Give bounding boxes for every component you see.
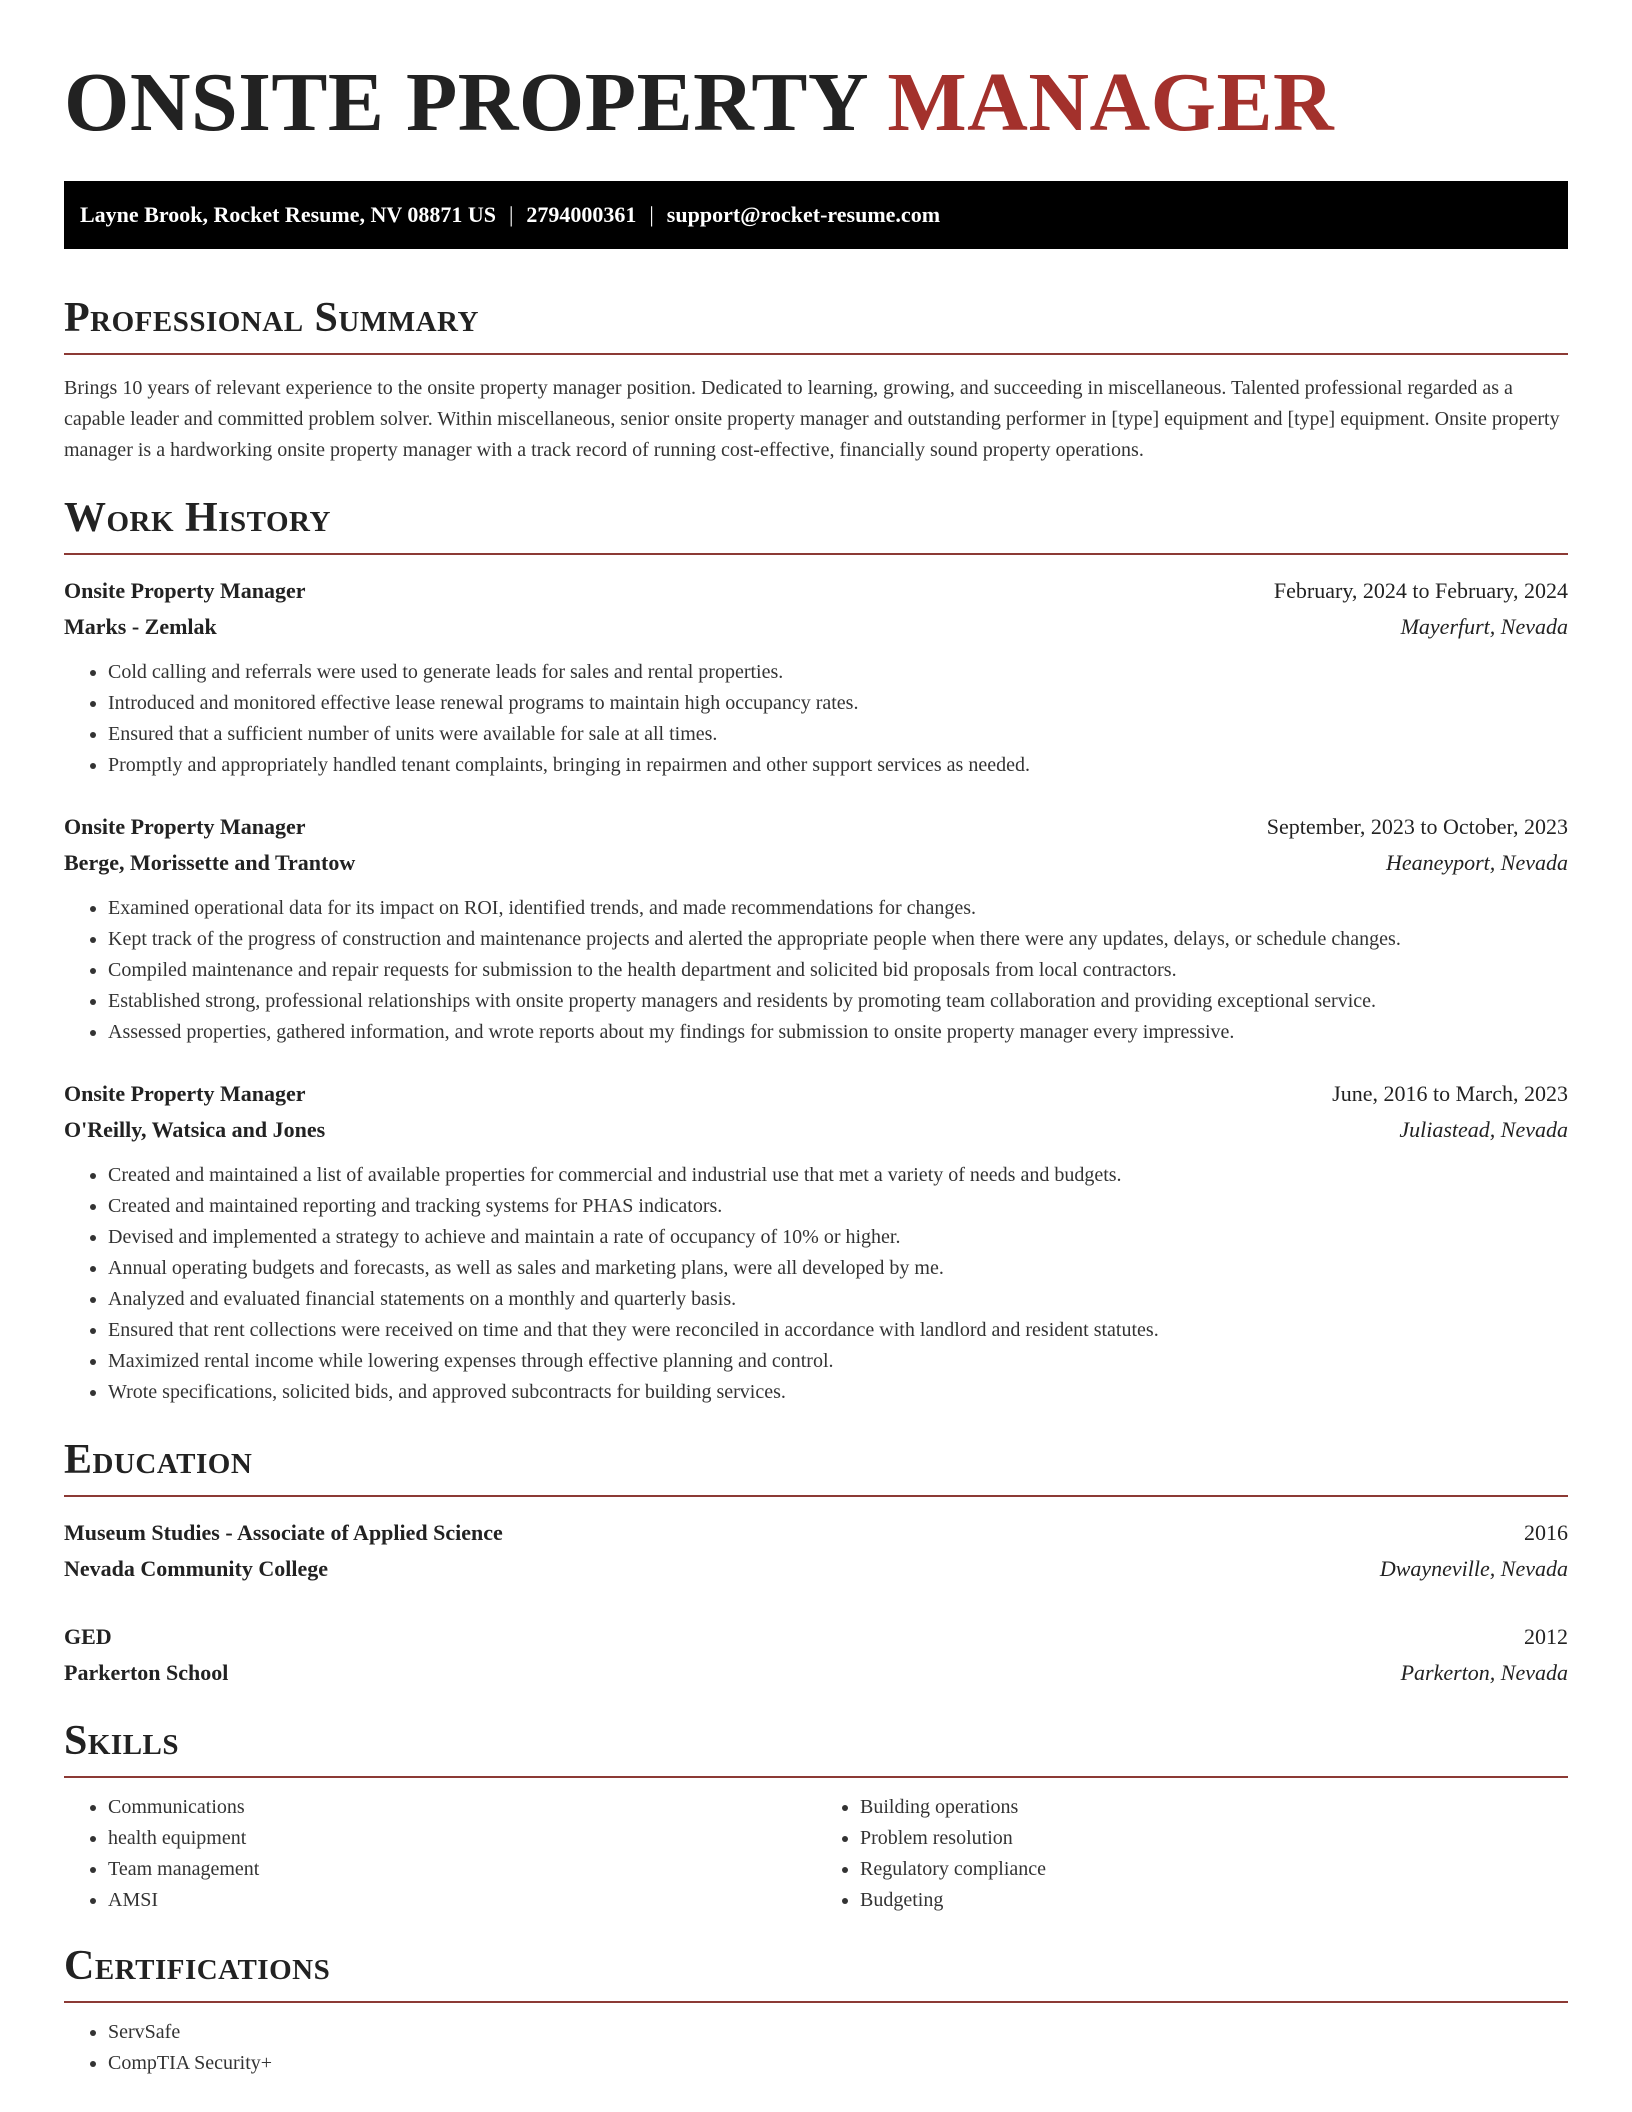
job-subheader: [64, 609, 1568, 645]
job-entry: [64, 809, 1568, 1048]
list-item: • Team management: [108, 1854, 816, 1885]
education-header: [64, 1619, 1568, 1655]
list-item: • Ensured that rent collections were received on time and that they were reconciled in accordance with landlord and resident statutes.: [108, 1315, 1568, 1346]
certifications-list: [64, 2017, 1568, 2079]
skills-list-left: [64, 1792, 816, 1916]
section-heading: Certifications: [64, 1943, 331, 1989]
education-header: [64, 1515, 1568, 1551]
list-item: • Devised and implemented a strategy to achieve and maintain a rate of occupancy of 10% or higher.: [108, 1222, 1568, 1253]
list-item: • CompTIA Security+: [108, 2048, 1568, 2079]
job-entry: [64, 1076, 1568, 1408]
list-item: • health equipment: [108, 1823, 816, 1854]
job-dates: June, 2016 to March, 2023: [1332, 1081, 1568, 1106]
list-item: • Annual operating budgets and forecasts, as well as sales and marketing plans, were all developed by me.: [108, 1253, 1568, 1284]
job-location: Heaneyport, Nevada: [1385, 850, 1568, 875]
job-title: Onsite Property Manager: [64, 814, 306, 839]
education-section: [64, 1436, 1568, 1691]
job-bullets: [64, 893, 1568, 1048]
job-dates: February, 2024 to February, 2024: [1273, 578, 1568, 603]
list-item: • Kept track of the progress of construction and maintenance projects and alerted the appropriate people when there were any updates, delays, or schedule changes.: [108, 924, 1568, 955]
list-item: • Problem resolution: [860, 1823, 1568, 1854]
list-item: • Analyzed and evaluated financial statements on a monthly and quarterly basis.: [108, 1284, 1568, 1315]
list-item: • Compiled maintenance and repair requests for submission to the health department and solicited bid proposals from local contractors.: [108, 955, 1568, 986]
section-heading: Work History: [64, 495, 331, 541]
list-item: • Created and maintained reporting and tracking systems for PHAS indicators.: [108, 1191, 1568, 1222]
contact-email: support@rocket-resume.com: [666, 202, 941, 227]
list-item: • Budgeting: [860, 1885, 1568, 1916]
job-dates: September, 2023 to October, 2023: [1266, 814, 1568, 839]
section-divider: [64, 2001, 1568, 2003]
summary-section: [64, 294, 1568, 466]
job-company: Berge, Morissette and Trantow: [64, 850, 356, 875]
list-item: • Ensured that a sufficient number of units were available for sale at all times.: [108, 719, 1568, 750]
list-item: • Introduced and monitored effective lease renewal programs to maintain high occupancy rates.: [108, 688, 1568, 719]
list-item: • Established strong, professional relationships with onsite property managers and residents by promoting team collaboration and providing exceptional service.: [108, 986, 1568, 1017]
summary-text: Brings 10 years of relevant experience to the onsite property manager position. Dedicated to learning, growing, and succeeding in miscellaneous. Talented professional regarded as a capable leader and committed problem solver. Within miscellaneous, senior onsite property manager and outstanding performer in [type] equipment and [type] equipment. Onsite property manager is a hardworking onsite property manager with a track record of running cost-effective, financially sound property operations.: [64, 377, 1560, 461]
education-location: Parkerton, Nevada: [1400, 1660, 1568, 1685]
section-divider: [64, 1776, 1568, 1778]
job-company: O'Reilly, Watsica and Jones: [64, 1117, 326, 1142]
education-subheader: [64, 1655, 1568, 1691]
list-item: • AMSI: [108, 1885, 816, 1916]
contact-address: Layne Brook, Rocket Resume, NV 08871 US: [80, 202, 496, 227]
contact-bar: [64, 181, 1568, 249]
list-item: • ServSafe: [108, 2017, 1568, 2048]
education-year: 2012: [1524, 1624, 1568, 1649]
list-item: • Created and maintained a list of available properties for commercial and industrial use that met a variety of needs and budgets.: [108, 1160, 1568, 1191]
contact-phone: 2794000361: [526, 202, 637, 227]
job-company: Marks - Zemlak: [64, 614, 217, 639]
list-item: • Assessed properties, gathered information, and wrote reports about my findings for submission to onsite property manager every impressive.: [108, 1017, 1568, 1048]
education-entry: [64, 1515, 1568, 1587]
job-subheader: [64, 1112, 1568, 1148]
section-divider: [64, 1495, 1568, 1497]
education-degree: Museum Studies - Associate of Applied Science: [64, 1520, 503, 1545]
education-subheader: [64, 1551, 1568, 1587]
list-item: • Wrote specifications, solicited bids, and approved subcontracts for building services.: [108, 1377, 1568, 1408]
job-bullets: [64, 657, 1568, 781]
skills-columns: [64, 1792, 1568, 1916]
title-main: ONSITE PROPERTY: [64, 56, 866, 149]
job-location: Mayerfurt, Nevada: [1400, 614, 1568, 639]
education-school: Nevada Community College: [64, 1556, 328, 1581]
education-degree: GED: [64, 1624, 112, 1649]
work-history-section: [64, 494, 1568, 1408]
list-item: • Cold calling and referrals were used to generate leads for sales and rental properties.: [108, 657, 1568, 688]
contact-separator: |: [649, 202, 654, 227]
resume-title: [64, 0, 1568, 148]
list-item: • Regulatory compliance: [860, 1854, 1568, 1885]
job-header: [64, 573, 1568, 609]
job-entry: [64, 573, 1568, 781]
job-subheader: [64, 845, 1568, 881]
section-divider: [64, 353, 1568, 355]
list-item: • Promptly and appropriately handled tenant complaints, bringing in repairmen and other support services as needed.: [108, 750, 1568, 781]
job-header: [64, 1076, 1568, 1112]
list-item: • Building operations: [860, 1792, 1568, 1823]
list-item: • Communications: [108, 1792, 816, 1823]
section-divider: [64, 553, 1568, 555]
list-item: • Maximized rental income while lowering expenses through effective planning and control.: [108, 1346, 1568, 1377]
education-year: 2016: [1524, 1520, 1568, 1545]
title-accent: MANAGER: [887, 56, 1335, 149]
section-heading: Skills: [64, 1718, 180, 1764]
job-bullets: [64, 1160, 1568, 1408]
job-location: Juliastead, Nevada: [1399, 1117, 1568, 1142]
skills-section: [64, 1717, 1568, 1916]
list-item: • Examined operational data for its impact on ROI, identified trends, and made recommendations for changes.: [108, 893, 1568, 924]
skills-list-right: [816, 1792, 1568, 1916]
education-school: Parkerton School: [64, 1660, 229, 1685]
education-entry: [64, 1619, 1568, 1691]
contact-separator: |: [508, 202, 514, 227]
section-heading: Education: [64, 1437, 253, 1483]
job-title: Onsite Property Manager: [64, 578, 306, 603]
section-heading: Professional Summary: [64, 295, 479, 341]
job-header: [64, 809, 1568, 845]
certifications-section: [64, 1942, 1568, 2079]
education-location: Dwayneville, Nevada: [1379, 1556, 1568, 1581]
job-title: Onsite Property Manager: [64, 1081, 306, 1106]
